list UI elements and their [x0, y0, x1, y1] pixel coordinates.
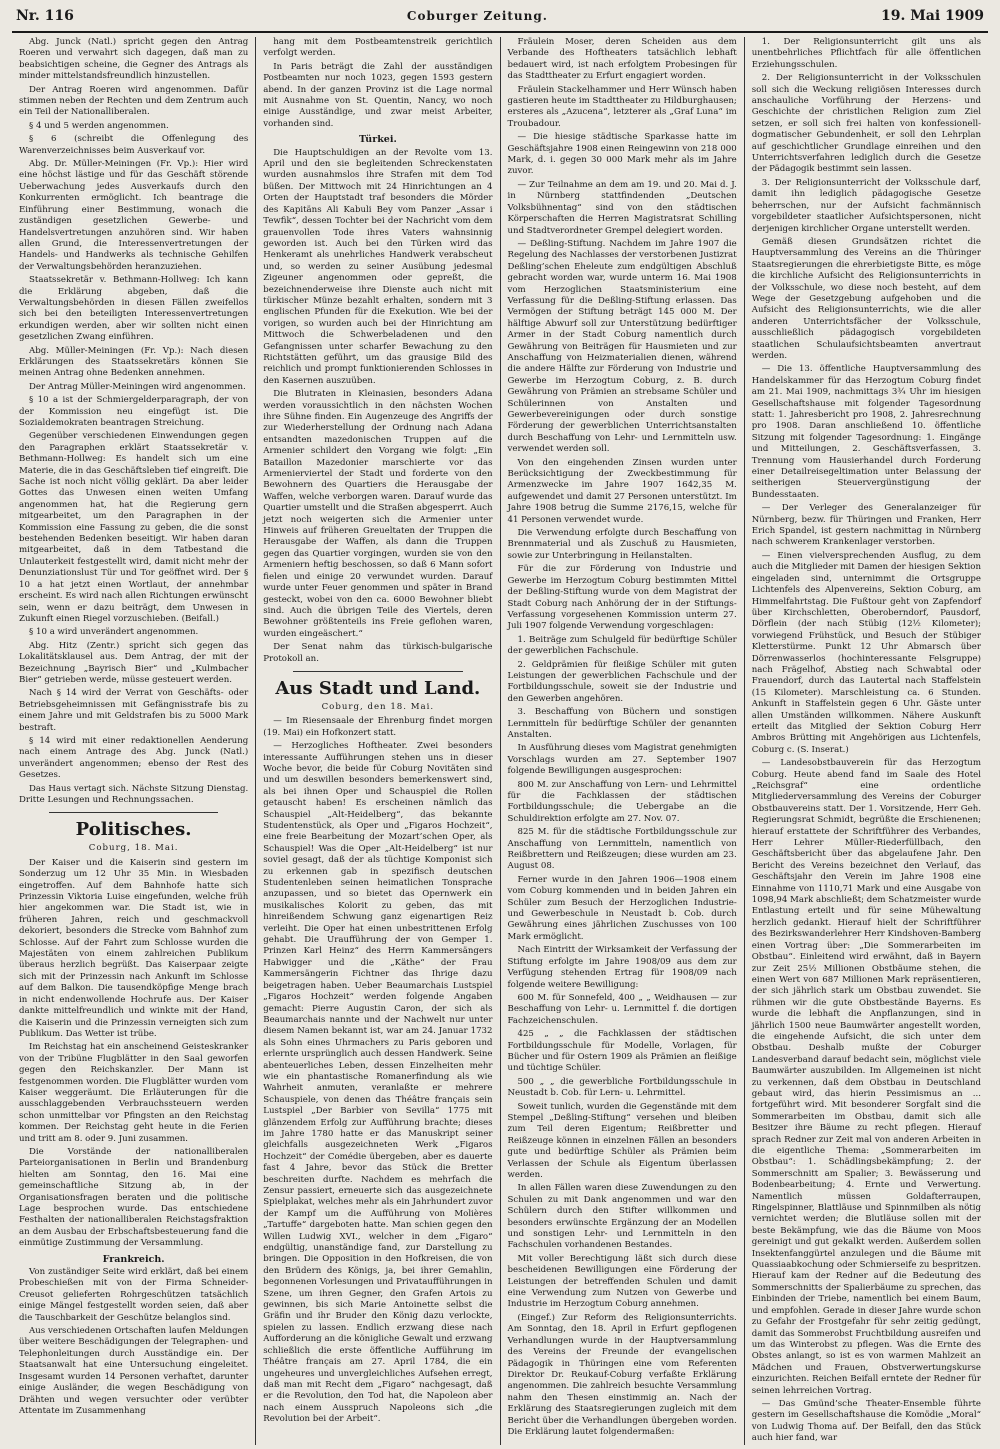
grant-item: 600 M. für Sonnefeld, 400 „ „ Weidhausen — zur Beschaffung von Lehr- u. Lernmittel f. die dortigen Fachzeichenschulen. [507, 992, 737, 1026]
paragraph: (Eingef.) Zur Reform des Religionsunterrichts. Am Sonntag, den 18. April in Erfurt gepflogenen Verhandlungen wurde in der Hauptversammlung des Vereins der Freunde der evangelischen Pädagogik in Thüringen eine vom Referenten Direktor Dr. Reukauf-Coburg verfaßte Erklärung angenommen. Die zahlreich besuchte Versammlung nahm den Thesen einstimmig an. Nach der Erklärung des Staatsregierungen zugleich mit dem Bericht über die Verhandlungen übergeben worden. Die Erklärung lautet folgendermaßen: [507, 1312, 737, 1437]
dateline: Coburg, 18. Mai. [88, 843, 179, 854]
paragraph: In Paris beträgt die Zahl der ausständigen Postbeamten nur noch 1023, gegen 1593 gestern abend. In der ganzen Provinz ist die Lage normal mit Ausnahme von St. Quentin, Nancy, wo noch einige Ausständige, und zwar meist Arbeiter, vorhanden sind. [263, 61, 493, 129]
subheading-turkey: Türkei. [358, 134, 397, 146]
paragraph: § 10 a ist der Schmiergelderparagraph, der von der Kommission neu eingefügt ist. Die Sozialdemokraten beantragen Streichung. [19, 395, 249, 428]
section-heading-politics: Politisches. [75, 819, 192, 841]
list-item: 3. Der Religionsunterricht der Volksschule darf, damit ihn lediglich pädagogische Gesetze beherrschen, nur der Aufsicht fachmännisch vorgebildeter staatlicher Aufsichtspersonen, nicht derjenigen kirchlicher Organe unterstellt werden. [751, 177, 981, 234]
paragraph: Staatssekretär v. Bethmann-Hollweg: Ich kann die Erklärung abgeben, daß die Verwaltungsbehörden in diesen Fällen zweifellos sich bei den beteiligten Interessenvertretungen erkundigen werden, aber wir sollten nicht einen gesetzlichen Zwang einführen. [19, 275, 249, 343]
newspaper-title: Coburger Zeitung. [406, 9, 548, 23]
subheading-france: Frankreich. [102, 1253, 165, 1265]
paragraph: — Im Riesensaale der Ehrenburg findet morgen (19. Mai) ein Hofkonzert statt. [263, 716, 493, 738]
dateline: Coburg, den 18. Mai. [321, 701, 435, 712]
paragraph: Die Blutraten in Kleinasien, besonders Adana werden voraussichtlich in den nächsten Wochen ihre Sühne finden. Ein Augenzeuge des Angriffs der zur Wiederherstellung der Ordnung nach Adana entsandten mazedonischen Truppen auf die Armenier schildert den Vorgang wie folgt: „Ein Bataillon Mazedonier marschierte vor das Armenierviertel der Stadt und forderte von den Bewohnern des Quartiers die Herausgabe der Waffen, welche verborgen waren. Darauf wurde das Quartier umstellt und die Straßen abgesperrt. Auch jetzt noch weigerten sich die Armenier unter Hinweis auf früheren Greueltaten der Truppen die Herausgabe der Waffen, als dann die Truppen gegen das Quartier vorgingen, wurden sie von den Armeniern heftig beschossen, so daß 6 Mann sofort fielen und einige 20 verwundet wurden. Darauf wurde unter Feuer genommen und später in Brand gesteckt, wobei von den ca. 6000 Bewohner bliebt sind. Auch die übrigen Teile des Viertels, deren Bewohner größtenteils ins Freie geflohen waren, wurden eingeäschert.“ [263, 389, 493, 639]
paragraph: Die Hauptschuldigen an der Revolte vom 13. April und den sie begleitenden Schreckenstaten wurden ausnahmslos ihre Strafen mit dem Tod büßen. Der Mittwoch mit 24 Hinrichtungen an 4 Orten der Hauptstadt traf besonders die Mörder des Kapitäns Ali Kabuli Bey vom Panzer „Assar i Tewfik“, dessen Tochter bei der Nachricht vom dem grauenvollen Tode ihres Vaters wahnsinnig geworden ist. Auch bei den Türken wird das Henkeramt als unehrliches Handwerk verabscheut und, so werden zu seiner Ausübung jedesmal Zigeuner angenommen oder gepreßt, die bezeichnenderweise ihre Dienste auch nicht mit türkischer Münze bezahlt erhalten, sondern mit 3 englischen Pfunden für die Exekution. Wie bei der vorigen, so wurden auch bei der Hinrichtung am Mittwoch die Schwerbeladenen und den Gefangnissen unter scharfer Bewachung zu den Richtstätten geführt, um das grausige Bild des reichlich und prompt funktionierenden Schlosses in den Kasernen auszuüben. [263, 147, 493, 386]
paragraph: Ferner wurde in den Jahren 1906—1908 einem vom Coburg kommenden und in beiden Jahren ein Schüler zum Besuch der Herzoglichen Industrie- und Gewerbeschule in Neustadt b. Cob. durch Gewährung eines jährlichen Zuschusses von 100 Mark ermöglicht. [507, 874, 737, 942]
paragraph: Im Reichstag hat ein anscheinend Geisteskranker von der Tribüne Flugblätter in den Saal geworfen gegen den Reichskanzler. Der Mann ist festgenommen worden. Die Flugblätter wurden vom Kaiser weggeräumt. Die Erläuterungen für die ausschlaggebenden Verbrauchssteuern werden schon unmittelbar vor Pfingsten an den Reichstag kommen. Der Reichstag geht heute in die Ferien und tritt am 8. oder 9. Juni zusammen. [19, 1042, 249, 1144]
section-divider [293, 671, 462, 672]
section-divider [49, 812, 218, 813]
paragraph: Der Kaiser und die Kaiserin sind gestern im Sonderzug um 12 Uhr 35 Min. in Wiesbaden eingetroffen. Auf dem Bahnhofe hatte sich Prinzessin Viktoria Luise eingefunden, welche früh hier angekommen war. Die Stadt ist, wie in früheren Jahren, reich und geschmackvoll dekoriert, besonders die Strecke vom Bahnhof zum Schlosse. Auf der Fahrt zum Schlosse wurden die Majestäten von einem zahlreichen Publikum überaus herzlich begrüßt. Das Kaiserpaar zeigte sich mit der Prinzessin nach Ankunft im Schlosse auf dem Balkon. Die tausendköpfige Menge brach in nicht endenwollende Hochrufe aus. Der Kaiser dankte mittelfreundlich und winkte mit der Hand, die Kaiserin und die Prinzessin verneigten sich zum Publikum. Das Wetter ist trübe. [19, 857, 249, 1039]
list-item: 3. Beschaffung von Büchern und sonstigen Lernmitteln für bedürftige Schüler der genannten Anstalten. [507, 707, 737, 740]
paragraph: — Das Gmünd’sche Theater-Ensemble führte gestern im Gesellschaftshause die Komödie „Moral“ von Ludwig Thoma auf. Der Beifall, den das Stück auch hier fand, war [751, 1398, 981, 1444]
issue-date: 19. Mai 1909 [881, 8, 984, 24]
paragraph: Abg. Dr. Müller-Meiningen (Fr. Vp.): Hier wird eine höchst lästige und für das Geschäft störende Ueberwachung jedes Ausverkaufs durch den Konkurrenten ermöglicht. Ich beantrage die Einführung einer Bestimmung, wonach die zuständigen gesetzlichen Gewerbe- und Handelsvertretungen anzuhören sind. Wir haben allen Grund, die Interessenvertretungen der Handels- und Handwerks als technische Gehilfen der Verwaltungsbehörden heranzuziehen. [19, 159, 249, 272]
columns [12, 37, 988, 1445]
paragraph: — Landesobstbauverein für das Herzogtum Coburg. Heute abend fand im Saale des Hotel „Reichsgraf“ eine ordentliche Mitgliederversammlung des Vereins der Coburger Obstbauvereins statt. Der 1. Vorsitzende, Herr Geh. Regierungsrat Schmidt, begrüßte die Erschienenen; hierauf erstattete der Schriftführer des Verbandes, Herr Lehrer Müller-Riederfüllbach, den Geschäftsbericht über das abgelaufene Jahr. Den Bericht des Vereins bezeichnet den Verlauf, das Geschäftsjahr den Verein im Jahre 1908 eine Einnahme von 1110,71 Mark und eine Ausgabe von 1098,94 Mark abschließt; dem Schatzmeister wurde Entlastung erteilt und für seine Mühewaltung herzlich gedankt. Hierauf hielt der Schriftführer des Bezirkswanderlehrer Herr Kindshoven-Bamberg einen Vortrag über: „Die Sommerarbeiten im Obstbau“. Einleitend wird erwähnt, daß in Bayern zur Zeit 25½ Millionen Obstbäume stehen, die einen Wert von 687 Millionen Mark repräsentieren, der sich jährlich stark um Obstbau zuwendet. Sie rühmen wir die gute Obstbestände Bayerns. Es wurde die lebhaft die Anpflanzungen, sind in jährlich 1500 neue Baumwärter angestellt worden, die eingehende Aufsicht, die sich unter dem Obstbau. Deshalb mußte der Coburger Landesverband darauf bedacht sein, möglichst viele Baumwärter auszubilden. Im Allgemeinen ist nicht zu verkennen, daß dem Obstbau in Deutschland gebaut wird, das hierin Pessimismus an ... fortgeführt wird. Mit besonderer Sorgfalt sind die Sommerarbeiten im Obstbau, damit sich alle Besitzer ihre Bäume zu recht pflegen. Hierauf sprach Redner zur Zeit mal von anderen Arbeiten in die eigentliche Thema: „Sommerarbeiten im Obstbau“: 1. Schädlingsbekämpfung; 2. der Sommerschnitt am Spalier; 3. Bewässerung und Bodenbearbeitung; 4. Ernte und Verwertung. Namentlich müssen Goldafterraupen, Ringelspinner, Blattläuse und Spinnmilben als nötig vernichtet werden; die Blutläuse sollen mit der beste Bekämpfung, wie das die Bäume von Moos gereinigt und gut gekalkt werden. Außerdem sollen Insektenfanggürtel anzulegen und die Bäume mit Quassiaabkochung oder Schmierseife zu bespritzen. Hierauf kam der Redner auf die Bedeutung des Sommerschnitts der Spalierbäume zu sprechen, das Einbinden der Triebe, namentlich bei einem Baum, und empfohlen. Gerade in dieser Jahre wurde schon zu Gefahr der Frostgefahr für sehr zeitig gedüngt, damit das Sommerobst Fruchtbildung ausreifen und um das Winterobst zu pflegen. Was die Ernte des Obstes anlangt, so ist es von warmen Mahlzeit an Mädchen und Frauen, Obstverwertungskurse einzurichten. Reichen Beifall erntete der Redner für seinen lehrreichen Vortrag. [751, 758, 982, 1396]
paragraph: Der Antrag Müller-Meiningen wird angenommen. [29, 381, 246, 392]
paragraph: Die Vorstände der nationalliberalen Parteiorganisationen in Berlin und Brandenburg hielten am Sonntag, den 16. Mai eine gemeinschaftliche Sitzung ab, in der Organisationsfragen beraten und die politische Lage besprochen wurde. Das entschiedene Festhalten der nationalliberalen Reichstagsfraktion an dem Ausbau der Erbschaftsbesteuerung fand die einmütige Zustimmung der Versammlung. [19, 1146, 249, 1249]
paragraph: Abg. Hitz (Zentr.) spricht sich gegen das Lokalitätsklausel aus. Dem Antrag, der mit der Bezeichnung „Bayrisch Bier“ und „Kulmbacher Bier“ getrieben werde, müsse gesteuert werden. [19, 640, 249, 685]
paragraph: — Die 13. öffentliche Hauptversammlung des Handelskammer für das Herzogtum Coburg findet am 21. Mai 1909, nachmittags 3¾ Uhr im hiesigen Gesellschaftshause mit folgender Tagesordnung statt: 1. Jahresbericht pro 1908, 2. Jahresrechnung pro 1908. Daran anschließend 10. öffentliche Sitzung mit folgender Tagesordnung: 1. Eingänge und Mitteilungen, 2. Geschäftsverfassen, 3. Trennung vom Hausierhandel durch Forderung einer Detailreisegeltimation unter Belassung der seitherigen Steuervergünstigung der Bundesstaaten. [751, 364, 981, 500]
list-item: 2. Geldprämien für fleißige Schüler mit guten Leistungen der gewerblichen Fachschule und der Fortbildungsschule, soweit sie der Industrie und den Gewerben angehören. [507, 659, 737, 704]
paragraph: Das Haus vertagt sich. Nächste Sitzung Dienstag. Dritte Lesungen und Rechnungssachen. [19, 783, 249, 805]
paragraph: Abg. Müller-Meiningen (Fr. Vp.): Nach diesen Erklärungen des Staatssekretärs können Sie meinen Antrag ohne Bedenken annehmen. [19, 345, 249, 379]
paragraph: In Ausführung dieses vom Magistrat genehmigten Vorschlags wurden am 27. September 1907 folgende Bewilligungen ausgesprochen: [507, 743, 737, 777]
paragraph: Für die zur Förderung von Industrie und Gewerbe im Herzogtum Coburg bestimmten Mittel der Deßling-Stiftung wurde von dem Magistrat der Stadt Coburg nach Anhörung der in der Stiftungs-Verfassung vorgesehenen Kommission unterm 27. Juli 1907 folgende Verwendung vorgeschlagen: [507, 564, 737, 632]
column-3 [501, 37, 745, 1445]
paragraph: Nach § 14 wird der Verrat von Geschäfts- oder Betriebsgeheimnissen mit Gefängnisstrafe bis zu einem Jahre und mit Geldstrafen bis zu 5000 Mark bestraft. [19, 688, 249, 733]
paragraph: Mit voller Berechtigung läßt sich durch diese bescheidenen Bewilligungen eine Förderung der Leistungen der betreffenden Schulen und damit eine Verwendung zum Nutzen von Gewerbe und Industrie im Herzogtum Coburg annehmen. [507, 1253, 737, 1310]
paragraph: Nach Eintritt der Wirksamkeit der Verfassung der Stiftung erfolgte im Jahre 1908/09 aus dem zur Verfügung stehenden Ertrag für 1908/09 nach folgende weitere Bewilligung: [507, 945, 737, 990]
paragraph: hang mit dem Postbeamtenstreik gerichtlich verfolgt werden. [263, 37, 493, 59]
paragraph: Von zuständiger Seite wird erklärt, daß bei einem Probeschießen mit von der Firma Schneider-Creusot gelieferten Rohrgeschützen tatsächlich einige Mängel festgestellt worden seien, daß aber die Tauschbarkeit der Geschütze belanglos sind. [19, 1267, 249, 1323]
column-4 [745, 37, 988, 1445]
paragraph: Gegenüber verschiedenen Einwendungen gegen den Paragraphen erklärt Staatssekretär v. Bethmann-Hollweg: Es handelt sich um eine Materie, die in das Geschäftsleben tief eingreift. Die Sache ist noch nicht völlig geklärt. Da aber leider Gottes das Unwesen einen weiten Umfang angenommen hat, hat die Regierung gern mitgearbeitet, um den Paragraphen in der Kommission eine Fassung zu geben, die die sonst bestehenden Bedenken beseitigt. Wir haben daran mitgearbeitet, daß in dem Tatbestand die Unlauterkeit festgestellt wird, damit nicht mehr der Denunziationslust Tür und Tor geöffnet wird. Der § 10 a hat jetzt einen Wortlaut, der annehmbar erscheint. Es wird nach allen Richtungen erwünscht sein, wenn er dazu beiträgt, dem Unwesen in Zukunft einen Riegel vorzuschieben. (Beifall.) [19, 431, 249, 624]
section-heading-local: Aus Stadt und Land. [275, 677, 481, 699]
paragraph: Gemäß diesen Grundsätzen richtet die Hauptversammlung des Vereins an die Thüringer Staatsregierungen die ehrerbietigste Bitte, es möge die kirchliche Aufsicht des Religionsunterrichts in der Volksschule, wo diese noch besteht, auf dem Wege der Gesetzgebung aufgehoben und die Aufsicht des Religionsunterrichts, wie die aller anderen Unterrichtsfächer der Volksschule, ausschließlich pädagogisch vorgebildeten staatlichen Schulaufsichtsbeamten anvertraut werden. [751, 236, 981, 361]
grant-item: 825 M. für die städtische Fortbildungsschule zur Anschaffung von Lernmitteln, namentlich von Reißbrettern und Reißzeugen; diese wurden am 23. August 08. [507, 827, 737, 872]
paragraph: Der Senat nahm das türkisch-bulgarische Protokoll an. [263, 642, 493, 664]
paragraph: Fräulein Moser, deren Scheiden aus dem Verbande des Hoftheaters tatsächlich lebhaft bedauert wird, ist nach erfolgtem Probesingen für das Stadttheater zu Erfurt engagiert worden. [507, 37, 737, 82]
paragraph: Von den eingehenden Zinsen wurden unter Berücksichtigung der Zweckbestimmung für Armenzwecke im Jahre 1907 1642,35 M. aufgewendet und damit 27 Personen unterstützt. Im Jahre 1908 betrug die Summe 2176,15, welche für 41 Personen verwendet wurde. [507, 457, 737, 525]
list-item: 2. Der Religionsunterricht in der Volksschulen soll sich die Weckung religiösen Interesses durch anschauliche Vorführung der Herzens- und Geschichte der christlichen Religion zum Ziel setzen, er soll sich frei halten von konfessionell-dogmatischer Gebundenheit, er soll den Lehrplan auf geschichtlicher Grundlage einreihen und den Unterrichtsverfahren lediglich durch die Gesetze der Pädagogik bestimmt sein lassen. [751, 73, 981, 175]
paragraph: Der Antrag Roeren wird angenommen. Dafür stimmen neben der Rechten und dem Zentrum auch ein Teil der Nationalliberalen. [19, 84, 249, 118]
paragraph: Fräulein Stackelhammer und Herr Wünsch haben gastieren heute im Stadttheater zu Hildburghausen; ersteres als „Azucena“, letzterer als „Graf Luna“ im Troubadour. [507, 84, 737, 129]
paragraph: — Zur Teilnahme an dem am 19. und 20. Mai d. J. in Nürnberg stattfindenden „Deutschen Volksbühnentag“ sind von den städtischen Körperschaften die Herren Magistratsrat Schilling und Stadtverordneter Grempel delegiert worden. [507, 179, 737, 236]
paragraph: Aus verschiedenen Ortschaften laufen Meldungen über weitere Beschädigungen der Telegraphen- und Telephonleitungen durch Ausständige ein. Der Staatsanwalt hat eine Untersuchung eingeleitet. Insgesamt wurden 14 Personen verhaftet, darunter einige Ausländer, die wegen Beschädigung von Drähten und wegen versuchter oder verübter Attentate im Zusammenhang [19, 1326, 249, 1416]
paragraph: § 4 und 5 werden angenommen. [29, 120, 169, 131]
paragraph: — Der Verleger des Generalanzeiger für Nürnberg, bezw. für Thüringen und Franken, Herr Erich Spandel, ist gestern nachmittag in Nürnberg nach schwerem Krankenlager verstorben. [751, 503, 981, 548]
paragraph: — Einen vielversprechenden Ausflug, zu dem auch die Mitglieder mit Damen der hiesigen Sektion eingeladen sind, unternimmt die Ortsgruppe Lichtenfels des Alpenvereins, Sektion Coburg, am Himmelfahrtstag. Die Fußtour geht von Zapfendorf über Kirchschletten, Oberoberndorf, Pausdorf, Dörflein (der nach Stübig (12½ Kilometer); vorwiegend Frühstück, und Besuch der Stübiger Kletterstürme. Punkt 12 Uhr Abmarsch über Dörrenwasserlos (hochinteressante Felsgruppe) nach Frägelhof, Abstieg nach Schwabtal oder Frauendorf, durch das Lautertal nach Staffelstein (15 Kilometer). Marschleistung ca. 6 Stunden. Ankunft in Staffelstein gegen 6 Uhr. Gäste unter allen Umständen willkommen. Nähere Auskunft erteilt das Mitglied der Sektion Coburg Herr Ambros Brütting mit Angehörigen aus Lichtenfels, Coburg c. (S. Inserat.) [751, 550, 981, 755]
paragraph: § 14 wird mit einer redaktionellen Aenderung nach einem Antrage des Abg. Junck (Natl.) unverändert angenommen; ebenso der Rest des Gesetzes. [19, 735, 249, 781]
paragraph: Soweit tunlich, wurden die Gegenstände mit dem Stempel „Deßling-Stiftung“ versehen und bleiben zum Teil deren Eigentum; Reißbretter und Reißzeuge können in einzelnen Fällen an besonders gute und bedürftige Schüler als Prämien beim Verlassen der Schule als Eigentum überlassen werden. [507, 1101, 737, 1180]
page-header [12, 8, 988, 33]
paragraph: — Deßling-Stiftung. Nachdem im Jahre 1907 die Regelung des Nachlasses der verstorbenen Justizrat Deßling’schen Eheleute zum endgültigen Abschluß gebracht worden war, wurde unterm 16. Mai 1908 vom Herzoglichen Staatsministerium eine Verfassung für die Deßling-Stiftung erlassen. Das Vermögen der Stiftung beträgt 145 000 M. Der hälftige Abwurf soll zur Unterstützung bedürftiger Armer in der Stadt Coburg namentlich durch Gewährung von Beiträgen für Hausmieten und zur Anschaffung von Heizmaterialien dienen, während die andere Hälfte zur Förderung von Industrie und Gewerbe im Herzogtum Coburg, z. B. durch Gewährung von Prämien an strebsame Schüler und Schülerinnen von Anstalten und Gewerbevereinigungen oder durch sonstige Förderung der gewerblichen Unterrichtsanstalten durch Beschaffung von Lehr- und Lernmitteln usw. verwendet werden soll. [507, 238, 737, 455]
grant-item: 800 M. zur Anschaffung von Lern- und Lehrmittel für die Fachklassen der städtischen Fortbildungsschule; die Uebergabe an die Schuldirektion erfolgte am 27. Nov. 07. [507, 779, 737, 824]
list-item: 1. Der Religionsunterricht gilt uns als unentbehrliches Pflichtfach für alle öffentlichen Erziehungsschulen. [751, 37, 981, 70]
grant-item: 500 „ „ die gewerbliche Fortbildungsschule in Neustadt b. Cob. für Lern- u. Lehrmittel. [507, 1076, 737, 1099]
paragraph: Die Verwendung erfolgte durch Beschaffung von Brennmaterial und als Zuschuß zu Hausmieten, sowie zur Unterbringung in Heilanstalten. [507, 528, 737, 561]
paragraph: — Die hiesige städtische Sparkasse hatte im Geschäftsjahre 1908 einen Reingewinn von 218 000 Mark, d. i. gegen 30 000 Mark mehr als im Jahre zuvor. [507, 132, 737, 177]
list-item: 1. Beiträge zum Schulgeld für bedürftige Schüler der gewerblichen Fachschule. [507, 634, 737, 657]
paragraph: Abg. Junck (Natl.) spricht gegen den Antrag Roeren und verwahrt sich dagegen, daß man zu beabsichtigen scheine, die Gegner des Antrags als minder mittelstandsfreundlich hinzustellen. [19, 37, 249, 82]
paragraph: § 6 (schreibt die Offenlegung des Warenverzeichnisses beim Ausverkauf vor. [19, 134, 249, 156]
paragraph: § 10 a wird unverändert angenommen. [29, 627, 199, 638]
paragraph: — Herzogliches Hoftheater. Zwei besonders interessante Aufführungen stehen uns in dieser Woche bevor, die beide für Coburg Novitäten sind und um deswillen besonders bemerkenswert sind, als bei ihnen Oper und Schauspiel die Rollen getauscht haben! Es erscheinen nämlich das Schauspiel „Alt-Heidelberg“, das bekannte Studentenstück, als Oper und „Figaros Hochzeit“, eine freie Bearbeitung der Mozart’schen Oper, als Schauspiel! Was die Oper „Alt-Heidelberg“ ist nur soviel gesagt, daß der als tüchtige Komponist sich zu erkennen gab in spezifisch deutschen Studentenleben seinen heimatlichen Tonsprache anzupassen, und so bietet das Opernwerk ein musikalisches Kolorit zu geben, das mit hinreißendem Schwung ganz eigenartigen Reiz verleiht. Die Oper hat einen unbestrittenen Erfolg gehabt. Die Uraufführung der von Gemper 1. Prinzen Karl Heinz“ des Herrn Kammersängers Habwigger und die „Käthe“ der Frau Kammersängerin Fichtner das Ihrige dazu beigetragen haben. Ueber Beaumarchais Lustspiel „Figaros Hochzeit“ werden folgende Angaben gemacht: Pierre Augustin Caron, der sich als Beaumarchais nannte und der Nachwelt nur unter diesem Namen bekannt ist, war am 24. Januar 1732 als Sohn eines Uhrmachers zu Paris geboren und erlernte ursprünglich auch dessen Handwerk. Seine abenteuerliches Leben, dessen Einzelheiten mehr wie ein phantastische Romanerfindung als wie Wahrheit anmuten, veranlaßte er mehrere Schauspiele, von denen das Théâtre français sein Lustspiel „Der Barbier von Sevilla“ 1775 mit glänzendem Erfolg zur Aufführung brachte; dieses im Jahre 1780 hatte er das Manuskript seiner gleichfalls ausgezeichneten Werk „Figaros Hochzeit“ der Comédie übergeben, aber es dauerte fast 4 Jahre, bevor das Stück die Bretter beschreiten durfte. Nachdem es mehrfach die Zensur passiert, erneuerte sich das ausgezeichnete Spielplakat, welches mehr als ein Jahrhundert zuvor der Kampf um die Aufführung von Molières „Tartuffe“ dargeboten hatte. Man schien gegen den Willen Ludwig XVI., welcher in dem „Figaro“ endgültig, unanständige fand, zur Darstellung zu bringen. Die Opposition in den Hofkreisen, die von den Brüdern des Königs, ja, bei ihrer Gemahlin, begonnenen Vorlesungen und Privataufführungen in Szene, um ihren Gegner, den Grafen Artois zu gewinnen, bis sich Marie Antoinette selbst die Gräfin und ihr Bruder den König dazu verlockte, spielen zu lassen. Endlich erzwang diese nach Aufforderung an die königliche Gewalt und erzwang schließlich die erste öffentliche Aufführung im Théâtre français am 27. April 1784, die ein ungeheures und unvergleichliches Aufsehen erregt, daß man mit Recht dem „Figaro“ nachgesagt, daß er die Revolution, den Tod hat, die Napoleon aber nach einem Ausspruch Napoleons sich „die Revolution bei der Arbeit“. [263, 741, 493, 1425]
paragraph: In allen Fällen waren diese Zuwendungen zu den Schulen zu mit Dank angenommen und war den Schülern durch den Stifter willkommen und besonders erwünschte Ergänzung der an Modellen und sonstigen Lehr- und Lernmitteln in den Fachschulen vorhandenen Bestandes. [507, 1183, 737, 1251]
column-2 [256, 37, 500, 1445]
grant-item: 425 „ „ die Fachklassen der städtischen Fortbildungsschule für Modelle, Vorlagen, für Bücher und für Ostern 1909 als Prämien an fleißige und tüchtige Schüler. [507, 1029, 737, 1074]
issue-number: Nr. 116 [16, 8, 74, 24]
column-1 [12, 37, 256, 1445]
